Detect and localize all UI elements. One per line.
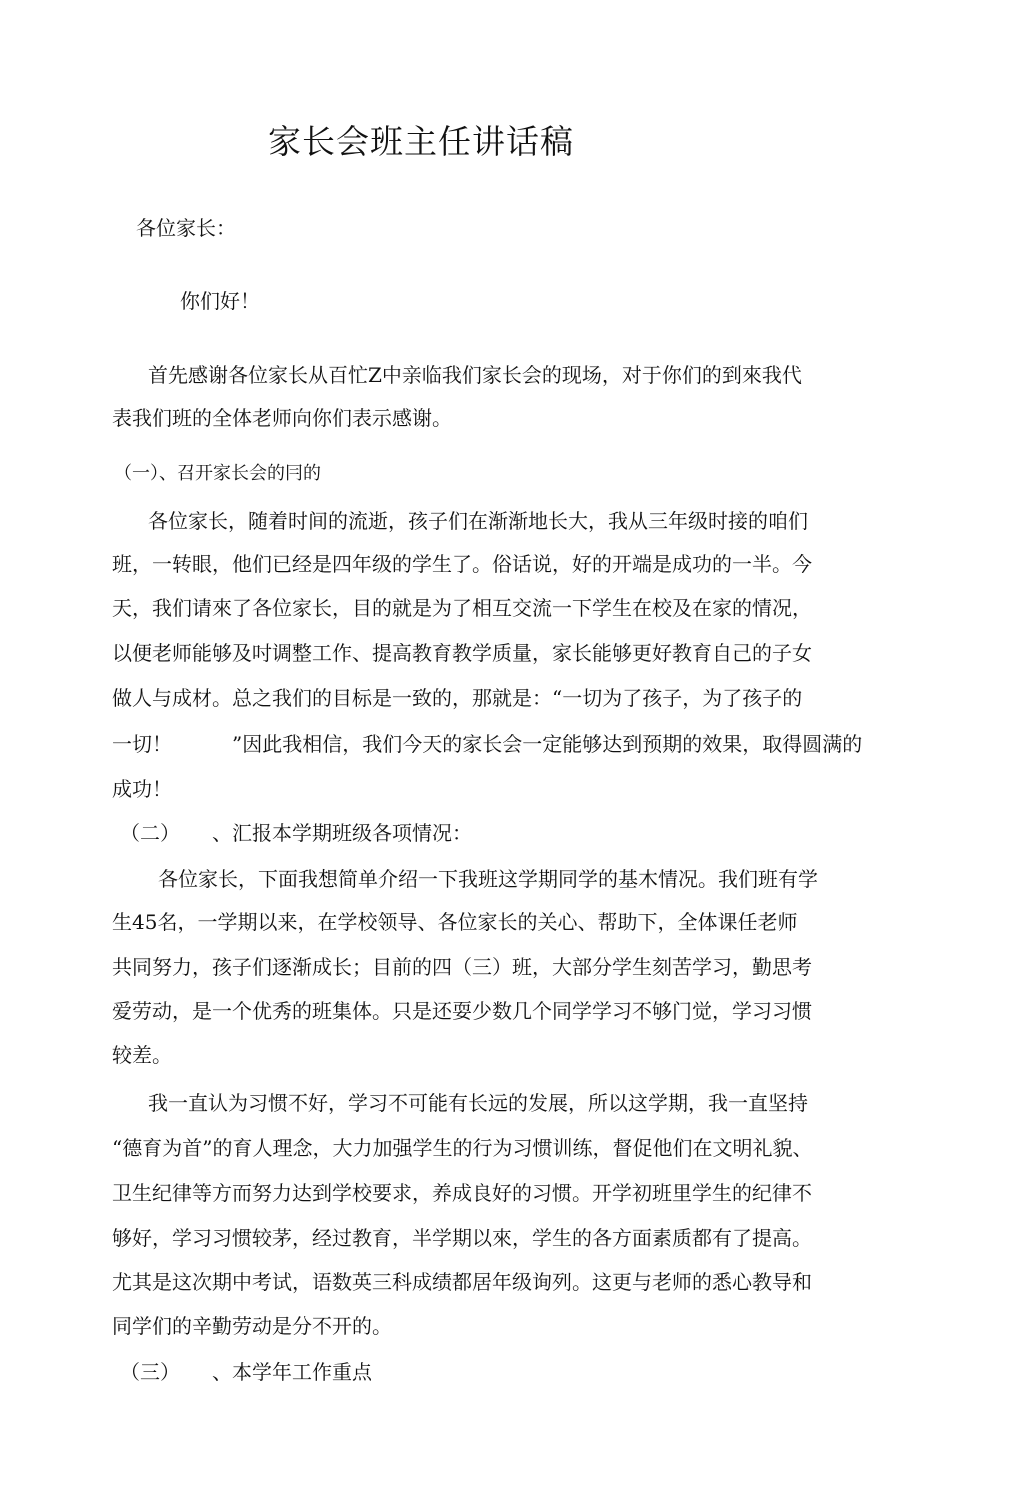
section3-heading-text: 、本学年工作重点 — [212, 1360, 372, 1384]
intro-line-1: 首先感谢各位家长从百忙Z中亲临我们家长会的现场，对于你们的到來我代 — [148, 363, 802, 387]
greeting: 你们好！ — [180, 289, 260, 313]
section2-p1-line-3: 共同努力，孩子们逐渐成长；目前的四（三）班，大部分学生刻苦学习，勤思考 — [112, 955, 812, 979]
section2-heading-text: 、汇报本学期班级各项情况： — [212, 821, 472, 845]
section2-p2-line-1: 我一直认为习惯不好，学习不可能有长远的发展，所以这学期，我一直坚持 — [148, 1091, 808, 1115]
section2-p2-line-3: 卫生纪律等方而努力达到学校要求，养成良好的习惯。开学初班里学生的纪律不 — [112, 1181, 812, 1205]
section1-line-4: 以便老师能够及吋调整工作、提高教育教学质量，家长能够更好教育自己的子女 — [112, 641, 812, 665]
section1-line-7: 成功！ — [112, 777, 172, 801]
section1-line-1: 各位家长，随着时间的流逝，孩子们在渐渐地长大，我从三年级时接的咱们 — [148, 509, 808, 533]
section3-heading-number: （三） — [120, 1360, 180, 1384]
section1-heading: （一）、召开家长会的冃的 — [114, 463, 321, 484]
section2-heading-number: （二） — [120, 821, 180, 845]
section2-p2-line-2: “德育为首”的育人理念，大力加强学生的行为习惯训练，督促他们在文明礼貌、 — [112, 1136, 813, 1160]
document-title: 家长会班主任讲话稿 — [268, 122, 574, 161]
section1-line-6a: 一切！ — [112, 732, 172, 756]
section2-p1-line-1: 各位家长，下面我想简单介绍一下我班这学期同学的基木情况。我们班有学 — [158, 867, 818, 891]
section2-p1-line-2: 生45名，一学期以来，在学校领导、各位家长的关心、帮助下，全体课任老师 — [112, 910, 798, 934]
section1-line-5: 做人与成材。总之我们的目标是一致的，那就是：“一切为了孩子，为了孩子的 — [112, 686, 803, 710]
section2-p1-line-4: 爱劳动，是一个优秀的班集体。只是还耍少数几个同学学习不够门觉，学习习惯 — [112, 999, 812, 1023]
section1-line-6b: ”因此我相信，我们今天的家长会一定能够达到预期的效果，取得圆满的 — [232, 732, 863, 756]
section2-p1-line-5: 较差。 — [112, 1043, 172, 1067]
intro-line-2: 表我们班的全体老师向你们表示感谢。 — [112, 406, 452, 430]
section2-p2-line-5: 尤其是这次期中考试，语数英三科成绩都居年级询列。这更与老师的悉心教导和 — [112, 1270, 812, 1294]
section2-p2-line-4: 够好，学习习惯较茅，经过教育，半学期以來，学生的各方面素质都有了提高。 — [112, 1226, 812, 1250]
section1-line-2: 班，一转眼，他们已经是四年级的学生了。俗话说，好的开端是成功的一半。今 — [112, 552, 812, 576]
salutation: 各位家长： — [136, 216, 236, 240]
section1-line-3: 天，我们请來了各位家长，目的就是为了相互交流一下学生在校及在家的情况， — [112, 596, 812, 620]
section2-p2-line-6: 同学们的辛勤劳动是分不开的。 — [112, 1314, 392, 1338]
